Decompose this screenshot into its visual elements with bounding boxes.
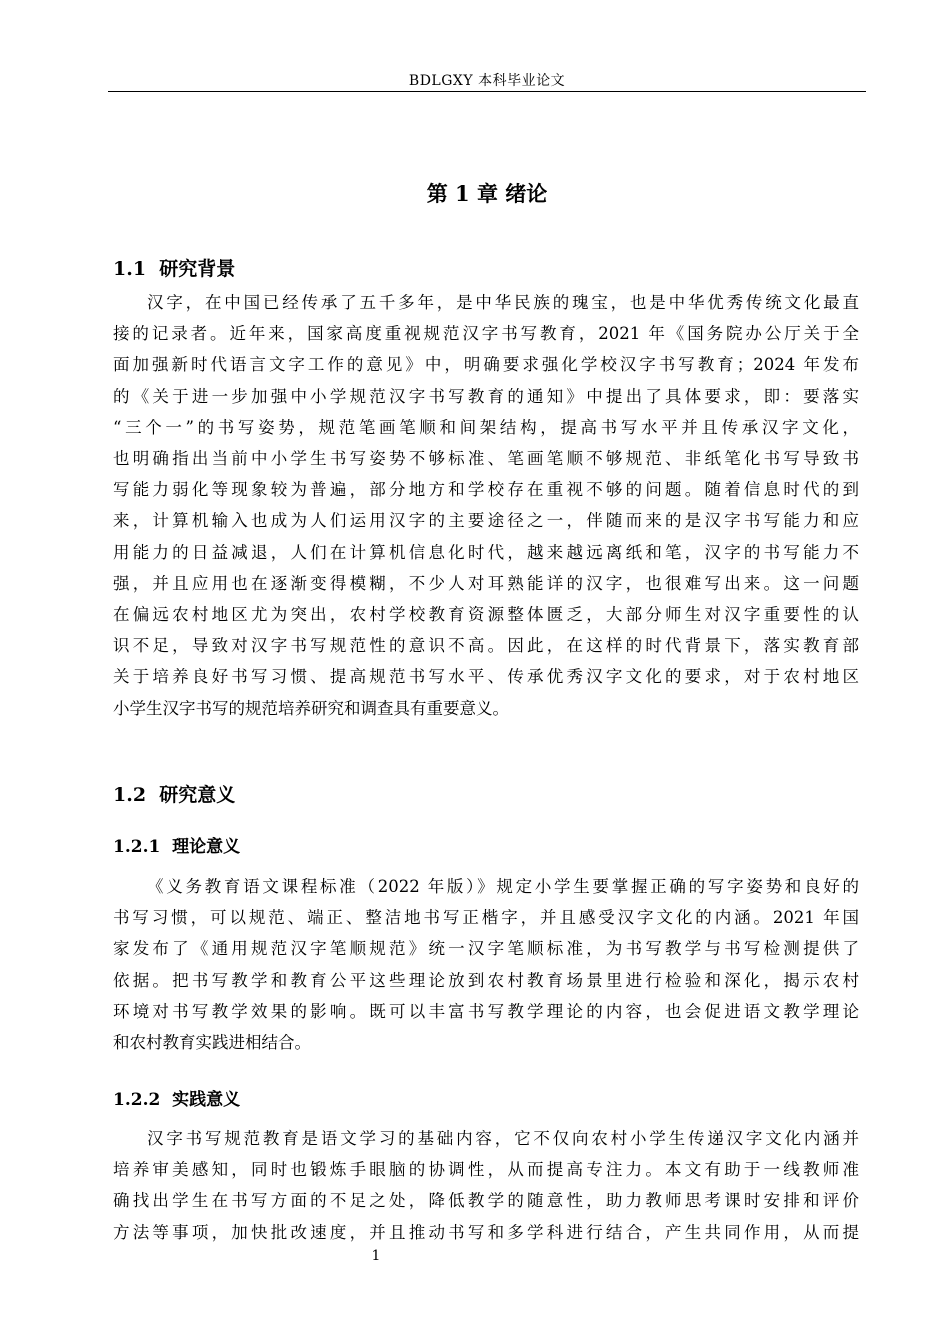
paragraph-line: 方法等事项，加快批改速度，并且推动书写和多学科进行结合，产生共同作用，从而提 — [113, 1222, 859, 1242]
paragraph-practical-significance — [113, 1123, 859, 1248]
paragraph-line: 也明确指出当前中小学生书写姿势不够标准、笔画笔顺不够规范、非纸笔化书写导致书 — [113, 449, 859, 469]
section-heading-1-1: 1.1 研究背景 — [113, 258, 236, 280]
paragraph-line: 培养审美感知，同时也锻炼手眼脑的协调性，从而提高专注力。本文有助于一线教师准 — [113, 1160, 859, 1180]
paragraph-line: 在偏远农村地区尤为突出，农村学校教育资源整体匮乏，大部分师生对汉字重要性的认 — [113, 605, 859, 625]
paragraph-line: 关于培养良好书写习惯、提高规范书写水平、传承优秀汉字文化的要求，对于农村地区 — [113, 667, 859, 687]
paragraph-line: 和农村教育实践进相结合。 — [113, 1033, 311, 1053]
paragraph-line: 强，并且应用也在逐渐变得模糊，不少人对耳熟能详的汉字，也很难写出来。这一问题 — [113, 573, 859, 593]
subsection-heading-1-2-2: 1.2.2 实践意义 — [113, 1090, 241, 1110]
paragraph-line: 书写习惯，可以规范、端正、整洁地书写正楷字，并且感受汉字文化的内涵。2021 年国 — [113, 908, 859, 928]
paragraph-line: 确找出学生在书写方面的不足之处，降低教学的随意性，助力教师思考课时安排和评价 — [113, 1191, 859, 1211]
section-heading-1-2: 1.2 研究意义 — [113, 784, 236, 806]
paragraph-line: “三个一”的书写姿势，规范笔画笔顺和间架结构，提高书写水平并且传承汉字文化， — [113, 417, 859, 437]
paragraph-line: 来，计算机输入也成为人们运用汉字的主要途径之一，伴随而来的是汉字书写能力和应 — [113, 511, 859, 531]
paragraph-research-background — [113, 287, 859, 724]
paragraph-line: 的《关于进一步加强中小学规范汉字书写教育的通知》中提出了具体要求，即：要落实 — [113, 386, 859, 406]
paragraph-line: 写能力弱化等现象较为普遍，部分地方和学校存在重视不够的问题。随着信息时代的到 — [113, 480, 859, 500]
paragraph-line: 依据。把书写教学和教育公平这些理论放到农村教育场景里进行检验和深化，揭示农村 — [113, 970, 859, 990]
chapter-title: 第 1 章 绪论 — [426, 181, 548, 206]
page-number: 1 — [371, 1248, 381, 1264]
paragraph-line: 用能力的日益减退，人们在计算机信息化时代，越来越远离纸和笔，汉字的书写能力不 — [113, 542, 859, 562]
paragraph-line: 小学生汉字书写的规范培养研究和调查具有重要意义。 — [113, 698, 509, 718]
running-header: BDLGXY 本科毕业论文 — [408, 73, 566, 89]
paragraph-line: 接的记录者。近年来，国家高度重视规范汉字书写教育，2021 年《国务院办公厅关于全 — [113, 324, 859, 344]
paragraph-line: 家发布了《通用规范汉字笔顺规范》统一汉字笔顺标准，为书写教学与书写检测提供了 — [113, 939, 859, 959]
subsection-heading-1-2-1: 1.2.1 理论意义 — [113, 837, 241, 857]
paragraph-line: 环境对书写教学效果的影响。既可以丰富书写教学理论的内容，也会促进语文教学理论 — [113, 1001, 859, 1021]
paragraph-line: 识不足，导致对汉字书写规范性的意识不高。因此，在这样的时代背景下，落实教育部 — [113, 636, 859, 656]
paragraph-line: 汉字，在中国已经传承了五千多年，是中华民族的瑰宝，也是中华优秀传统文化最直 — [147, 293, 859, 312]
paragraph-line: 汉字书写规范教育是语文学习的基础内容，它不仅向农村小学生传递汉字文化内涵并 — [147, 1129, 859, 1148]
paragraph-theoretical-significance — [113, 871, 859, 1058]
paragraph-line: 《义务教育语文课程标准（2022 年版）》规定小学生要掌握正确的写字姿势和良好的 — [147, 877, 859, 896]
paragraph-line: 面加强新时代语言文字工作的意见》中，明确要求强化学校汉字书写教育；2024 年发布 — [113, 355, 859, 375]
header-rule — [108, 91, 866, 92]
